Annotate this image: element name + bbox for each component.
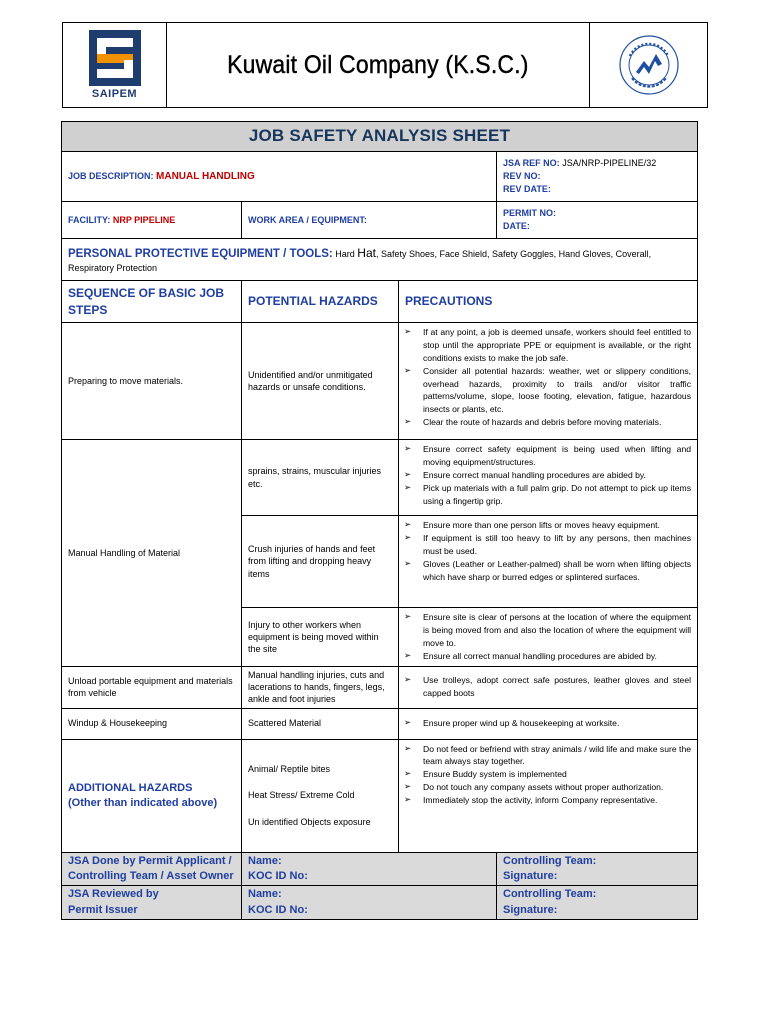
jsa-table <box>61 121 698 920</box>
column-header-row <box>62 281 698 323</box>
document-header <box>62 22 708 108</box>
precaution-item: ➢ Ensure more than one person lifts or moves heavy equipment. <box>403 519 691 532</box>
job-description-row <box>62 152 698 202</box>
column-header-steps: SEQUENCE OF BASIC JOB STEPS <box>68 286 225 317</box>
precaution-item: ➢ Do not touch any company assets without proper authorization. <box>403 781 691 794</box>
hazard-cell: Injury to other workers when equipment is being moved within the site <box>242 608 399 667</box>
precautions-list <box>399 740 697 810</box>
additional-hazards-title: ADDITIONAL HAZARDS <box>68 781 193 794</box>
facility-label: FACILITY: <box>68 214 111 225</box>
precautions-list <box>399 671 697 703</box>
hazard-cell: Crush injuries of hands and feet from lifting and dropping heavy items <box>242 516 399 608</box>
date-label: DATE: <box>503 221 530 231</box>
precautions-list <box>399 608 697 666</box>
title-row <box>62 122 698 152</box>
hazard-item: Heat Stress/ Extreme Cold <box>248 790 355 801</box>
precaution-item: ➢ If equipment is still too heavy to lift by any persons, then machines must be used. <box>403 532 691 558</box>
signature-label: Signature: <box>503 903 558 916</box>
hazard-cell: Scattered Material <box>242 708 399 739</box>
precaution-item: ➢ Ensure correct safety equipment is being used when lifting and moving equipment/structures. <box>403 443 691 469</box>
precaution-item: ➢ Pick up materials with a full palm grip. Do not attempt to pick up items using a fingertip grip. <box>403 482 691 508</box>
precaution-item: ➢ Use trolleys, adopt correct safe postures, leather gloves and steel capped boots <box>403 674 691 700</box>
precaution-item: ➢ If at any point, a job is deemed unsafe, workers should feel entitled to stop until the appropriate PPE or equipment is available, or the right conditions exists to make the job safe. <box>403 326 691 365</box>
table-row <box>62 323 698 440</box>
signature-label: Signature: <box>503 869 558 882</box>
precaution-item: ➢ Ensure all correct manual handling procedures are abided by. <box>403 650 691 663</box>
precautions-list <box>399 440 697 510</box>
name-field-label: Name: <box>248 888 282 901</box>
step-cell: Unload portable equipment and materials from vehicle <box>62 666 242 708</box>
ppe-value-2: , Safety Shoes, Face Shield, Safety Goggles, Hand Gloves, Coverall, Respiratory Protection <box>68 248 652 273</box>
reviewed-by-label-1: JSA Reviewed by <box>68 888 159 901</box>
reviewed-by-label-2: Permit Issuer <box>68 903 138 916</box>
facility-value: NRP PIPELINE <box>112 214 176 225</box>
precaution-item: ➢ Ensure Buddy system is implemented <box>403 768 691 781</box>
ppe-value-1: Hard <box>335 248 355 259</box>
step-cell: Preparing to move materials. <box>62 323 242 440</box>
table-row <box>62 666 698 708</box>
controlling-team-label: Controlling Team: <box>503 854 597 867</box>
precaution-item: ➢ Do not feed or befriend with stray animals / wild life and make sure the team always stay together. <box>403 743 691 769</box>
step-cell: Manual Handling of Material <box>62 440 242 667</box>
additional-hazards-cell <box>62 739 242 852</box>
koc-logo <box>589 23 707 107</box>
work-area-label: WORK AREA / EQUIPMENT: <box>248 214 367 225</box>
precautions-list <box>399 516 697 586</box>
hazard-item: Un identified Objects exposure <box>248 816 371 827</box>
name-field-label: Name: <box>248 854 282 867</box>
precaution-item: ➢ Immediately stop the activity, inform Company representative. <box>403 794 691 807</box>
precautions-list <box>399 714 697 733</box>
precaution-item: ➢ Consider all potential hazards: weather, wet or slippery conditions, overhead hazards, proximity to trails and/or visitor traffic patterns/volume, slope, loose footing, elevation, fatigue, hazardous insects or plants, etc. <box>403 365 691 417</box>
precaution-item: ➢ Clear the route of hazards and debris before moving materials. <box>403 416 691 429</box>
ppe-label: PERSONAL PROTECTIVE EQUIPMENT / TOOLS: <box>68 247 333 260</box>
saipem-logo-mark <box>89 30 141 86</box>
koc-id-field-label: KOC ID No: <box>248 869 308 882</box>
controlling-team-label: Controlling Team: <box>503 888 597 901</box>
jsa-ref-label: JSA REF NO: <box>503 157 560 168</box>
koc-id-field-label: KOC ID No: <box>248 903 308 916</box>
table-row <box>62 739 698 852</box>
hazard-cell: Unidentified and/or unmitigated hazards or unsafe conditions. <box>242 323 399 440</box>
hazard-cell: sprains, strains, muscular injuries etc. <box>242 440 399 516</box>
company-name: Kuwait Oil Company (K.S.C.) <box>227 50 529 79</box>
saipem-logo <box>63 23 167 107</box>
table-row <box>62 708 698 739</box>
job-description-value: MANUAL HANDLING <box>156 170 255 182</box>
reviewed-by-row <box>62 886 698 920</box>
column-header-hazards: POTENTIAL HAZARDS <box>248 294 378 309</box>
done-by-label-2: Controlling Team / Asset Owner <box>68 869 234 882</box>
precautions-list <box>399 323 697 432</box>
precaution-item: ➢ Gloves (Leather or Leather-palmed) shall be worn when lifting objects which have sharp or burred edges or splintered surfaces. <box>403 558 691 584</box>
additional-hazards-subtitle: (Other than indicated above) <box>68 796 218 809</box>
hazard-cell: Manual handling injuries, cuts and lacerations to hands, fingers, legs, ankle and foot injuries <box>242 666 399 708</box>
ppe-row <box>62 239 698 281</box>
saipem-logo-text: SAIPEM <box>91 88 138 100</box>
hazard-item: Animal/ Reptile bites <box>248 764 331 775</box>
facility-row <box>62 202 698 239</box>
precaution-item: ➢ Ensure site is clear of persons at the location of where the equipment is being moved from and also the location of where the equipment will move to. <box>403 611 691 650</box>
job-description-label: JOB DESCRIPTION: <box>68 170 154 181</box>
done-by-label-1: JSA Done by Permit Applicant / <box>68 854 232 867</box>
done-by-row <box>62 852 698 886</box>
precaution-item: ➢ Ensure correct manual handling procedures are abided by. <box>403 469 691 482</box>
permit-no-label: PERMIT NO: <box>503 208 556 219</box>
rev-no-label: REV NO: <box>503 170 541 181</box>
step-cell: Windup & Housekeeping <box>62 708 242 739</box>
ppe-value-hat: Hat <box>357 245 376 260</box>
column-header-precautions: PRECAUTIONS <box>405 294 493 309</box>
table-row <box>62 440 698 516</box>
rev-date-label: REV DATE: <box>503 184 551 195</box>
precaution-item: ➢ Ensure proper wind up & housekeeping at worksite. <box>403 717 691 730</box>
koc-emblem-icon <box>618 34 680 96</box>
sheet-title: JOB SAFETY ANALYSIS SHEET <box>248 126 511 146</box>
jsa-ref-value: JSA/NRP-PIPELINE/32 <box>562 157 657 168</box>
